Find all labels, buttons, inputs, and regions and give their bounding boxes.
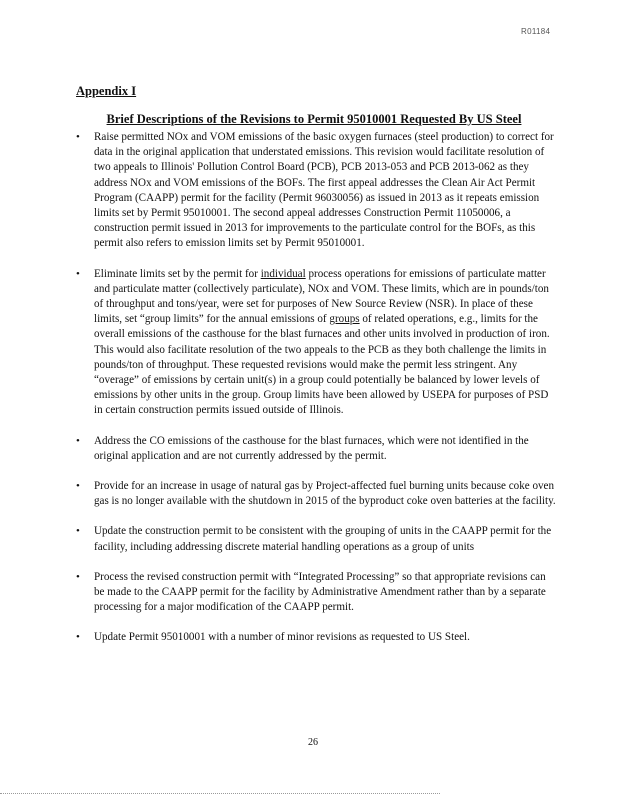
revisions-list (76, 124, 558, 646)
text-segment: Eliminate limits set by the permit for (94, 267, 261, 280)
list-item (76, 267, 558, 419)
list-item (76, 434, 558, 464)
underlined-term: groups (329, 313, 360, 326)
section-title: Brief Descriptions of the Revisions to Permit 95010001 Requested By US Steel (106, 112, 522, 126)
list-item (76, 130, 558, 252)
document-id: R01184 (521, 27, 551, 36)
list-item (76, 479, 558, 509)
text-segment: process operations for emissions of particulate matter and particulate matter (collectively particulate), NOx and VOM. These limits, which are in pounds/ton of throughput and tons/year, were set for purposes of New Source Review (NSR). In place of these limits, set “group limits” for the annual emissions of (94, 267, 549, 326)
list-item-text: Process the revised construction permit with “Integrated Processing” so that appropriate revisions can be made to the CAAPP permit for the facility by Administrative Amendment rather than by a separate processing for a major modification of the CAAPP permit. (94, 570, 546, 614)
list-item-text: Address the CO emissions of the casthouse for the blast furnaces, which were not identified in the original application and are not currently addressed by the permit. (94, 434, 529, 462)
list-item (76, 630, 558, 645)
bullet-dot-icon: • (76, 525, 80, 538)
list-item-text: Update Permit 95010001 with a number of minor revisions as requested to US Steel. (94, 631, 470, 644)
bullet-dot-icon: • (76, 131, 80, 143)
bullet-dot-icon: • (76, 434, 80, 447)
page-number: 26 (308, 737, 318, 748)
bullet-dot-icon: • (76, 267, 80, 280)
list-item-text (94, 267, 558, 419)
list-item (76, 570, 558, 616)
list-item-text: Raise permitted NOx and VOM emissions of the basic oxygen furnaces (steel production) to correct for data in the original application that understated emissions. This revision would facilitate resolution of two appeals to Illinois' Pollution Control Board (PCB), PCB 2013-053 and PCB 2013-062 as they address NOx and VOM emissions of the BOFs. The first appeal addresses the Clean Air Act Permit Program (CAAPP) permit for the facility (Permit 96030056) as issued in 2013 as it repeats emission limits set by Permit 95010001. The second appeal addresses Construction Permit 11050006, a construction permit issued in 2013 for improvements to the particulate control for the BOFs, as this permit also refers to emission limits set by Permit 95010001. (94, 131, 554, 250)
list-item (76, 524, 558, 554)
appendix-title: Appendix I (76, 84, 137, 98)
list-item-text: Provide for an increase in usage of natural gas by Project-affected fuel burning units because coke oven gas is no longer available with the shutdown in 2015 of the byproduct coke oven batteries at the facility. (94, 480, 556, 508)
bullet-dot-icon: • (76, 570, 80, 583)
text-segment: of related operations, e.g., limits for the overall emissions of the casthouse for the blast furnaces and other units involved in production of iron. This would also facilitate resolution of the two appeals to the PCB as they both challenge the limits in pounds/ton of throughput. These requested revisions would make the permit less stringent. Any “overage” of emissions by certain unit(s) in a group could potentially be balanced by lower levels of emissions by other units in the group. Group limits have been allowed by USEPA for purposes of PSD in certain construction permits issued outside of Illinois. (94, 313, 550, 417)
underlined-term: individual (260, 267, 306, 280)
bullet-dot-icon: • (76, 480, 80, 493)
bullet-dot-icon: • (76, 631, 80, 644)
list-item-text: Update the construction permit to be consistent with the grouping of units in the CAAPP permit for the facility, including addressing discrete material handling operations as a group of units (94, 525, 552, 553)
scan-artifact-rule (0, 793, 440, 794)
